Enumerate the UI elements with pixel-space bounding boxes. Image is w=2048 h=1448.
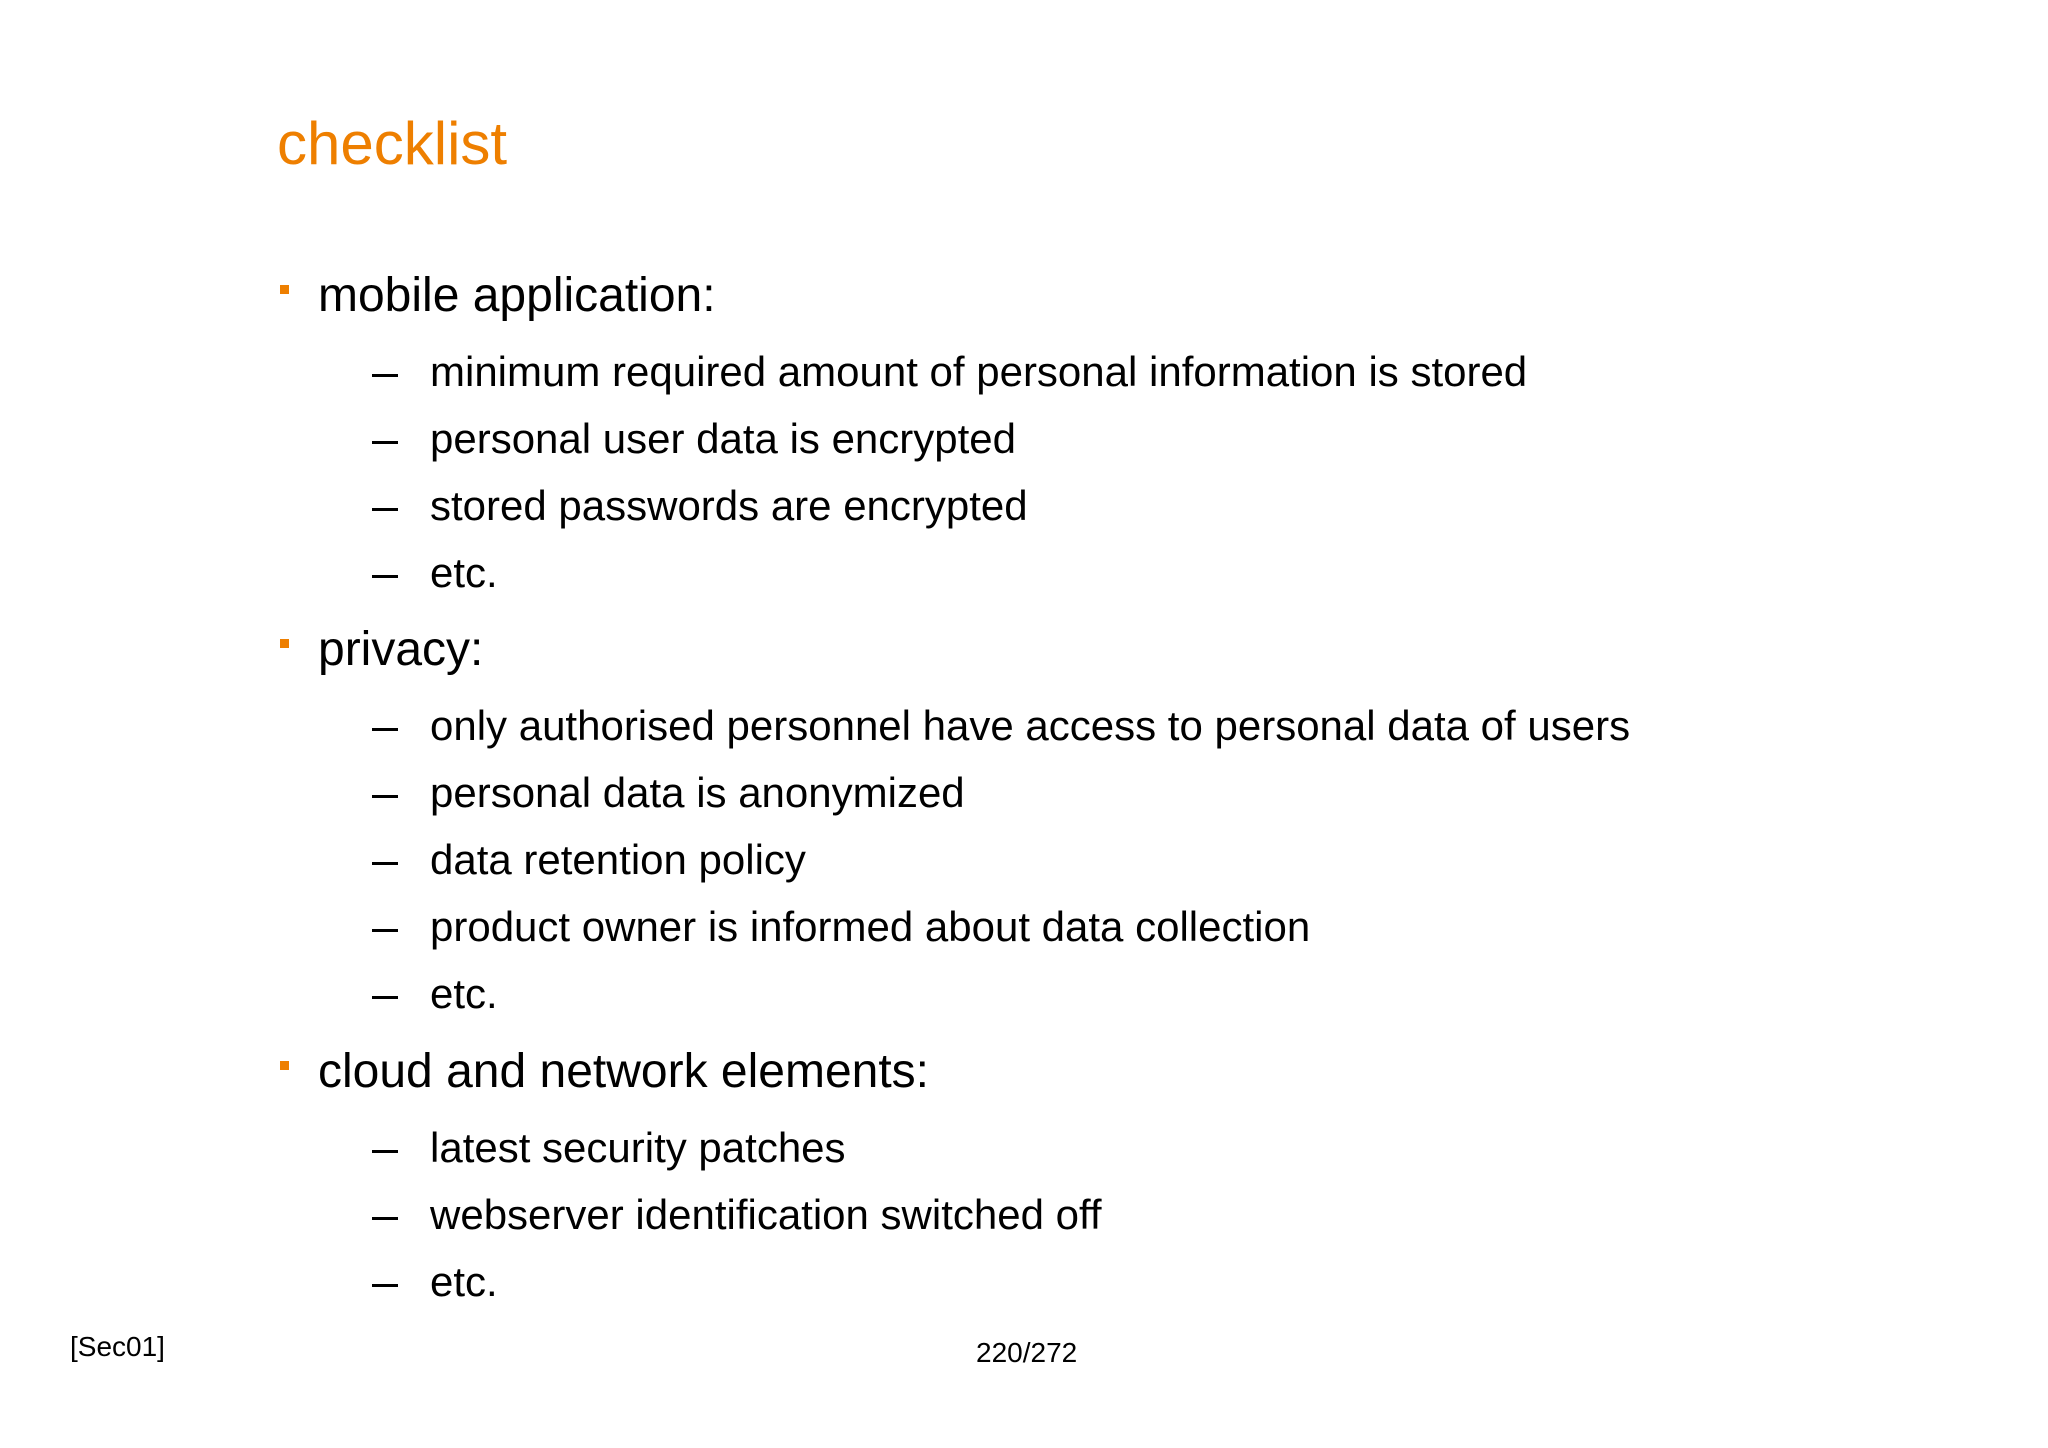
dash-icon (372, 575, 398, 578)
square-bullet-icon (280, 1061, 289, 1070)
dash-icon (372, 862, 398, 865)
section-header-privacy (280, 620, 484, 680)
page-number: 220/272 (976, 1337, 1078, 1368)
section-label: mobile application: (318, 269, 716, 322)
square-bullet-icon (280, 639, 289, 648)
source-tag: [Sec01] (70, 1331, 165, 1362)
section-header-cloud-and-network-elements (280, 1042, 930, 1102)
list-item-label: etc. (430, 549, 498, 596)
list-item-label: etc. (430, 1258, 498, 1305)
list-item-label: only authorised personnel have access to personal data of users (430, 702, 1631, 749)
list-item-label: personal data is anonymized (430, 769, 965, 816)
dash-icon (372, 795, 398, 798)
list-item-label: webserver identification switched off (430, 1191, 1102, 1238)
dash-icon (372, 996, 398, 999)
dash-icon (372, 508, 398, 511)
dash-icon (372, 929, 398, 932)
dash-icon (372, 1150, 398, 1153)
list-item-label: minimum required amount of personal information is stored (430, 348, 1528, 395)
section-header-mobile-application (280, 266, 716, 326)
slide-title: checklist (277, 110, 508, 177)
section-label: privacy: (318, 623, 484, 676)
list-item-label: latest security patches (430, 1124, 846, 1171)
list-item-label: data retention policy (430, 836, 806, 883)
dash-icon (372, 441, 398, 444)
dash-icon (372, 728, 398, 731)
list-item-label: stored passwords are encrypted (430, 482, 1028, 529)
dash-icon (372, 1284, 398, 1287)
list-item-label: etc. (430, 970, 498, 1017)
list-item-label: personal user data is encrypted (430, 415, 1017, 462)
list-item-label: product owner is informed about data collection (430, 903, 1311, 950)
dash-icon (372, 1217, 398, 1220)
dash-icon (372, 374, 398, 377)
section-label: cloud and network elements: (318, 1045, 930, 1098)
square-bullet-icon (280, 285, 289, 294)
